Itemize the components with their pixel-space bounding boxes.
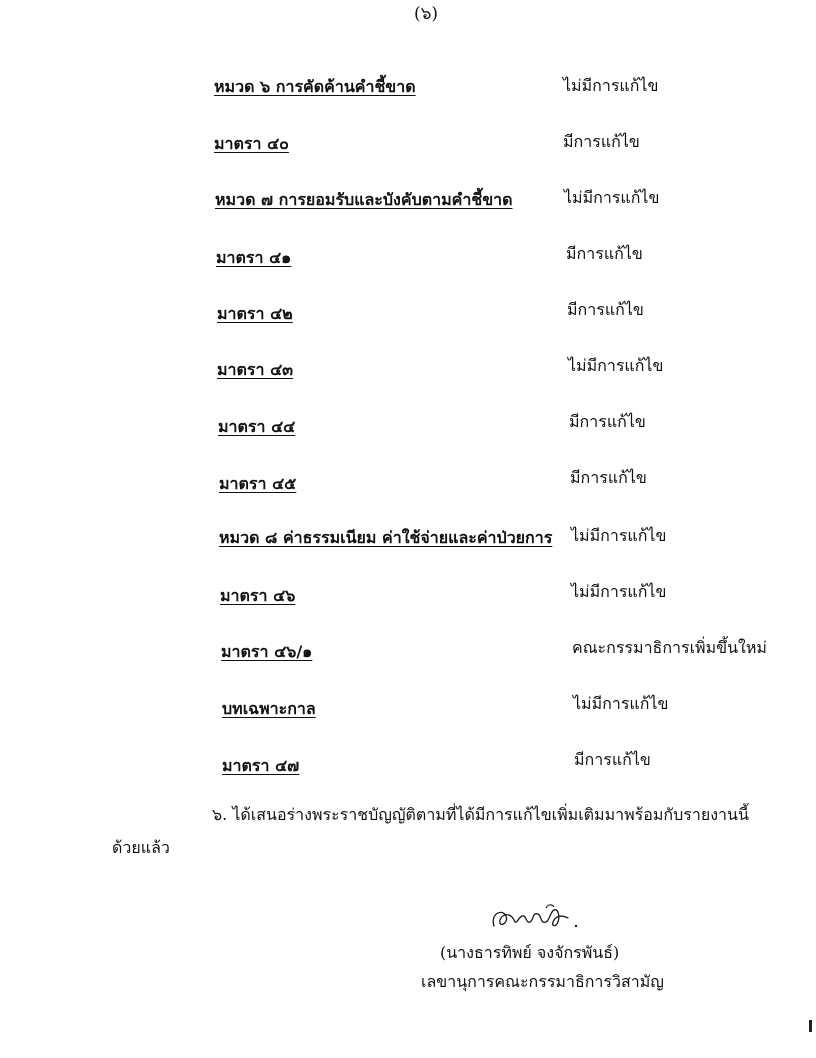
section-status: ไม่มีการแก้ไข: [571, 582, 667, 601]
section-status: มีการแก้ไข: [566, 244, 643, 263]
submission-paragraph-continuation: ด้วยแล้ว: [112, 838, 170, 857]
section-status: คณะกรรมาธิการเพิ่มขึ้นใหม่: [572, 638, 767, 657]
section-heading: มาตรา ๔๔: [218, 417, 296, 436]
section-heading: บทเฉพาะกาล: [222, 699, 316, 718]
section-heading: มาตรา ๔๖/๑: [221, 642, 313, 661]
section-status: มีการแก้ไข: [570, 468, 647, 487]
section-heading: หมวด ๗ การยอมรับและบังคับตามคำชี้ขาด: [215, 190, 513, 209]
page-number: (๖): [413, 4, 439, 24]
section-status: ไม่มีการแก้ไข: [564, 188, 660, 207]
section-status: ไม่มีการแก้ไข: [563, 76, 659, 95]
section-heading: มาตรา ๔๑: [216, 248, 292, 267]
section-heading: มาตรา ๔๕: [219, 474, 297, 493]
signer-name: (นางธารทิพย์ จงจักรพันธ์): [440, 943, 620, 962]
handwritten-signature: [488, 898, 588, 938]
section-heading: หมวด ๘ ค่าธรรมเนียม ค่าใช้จ่ายและค่าป่วยการ: [219, 528, 553, 547]
scan-edge-mark: [809, 1020, 812, 1032]
section-heading: มาตรา ๔๗: [222, 756, 300, 775]
section-status: ไม่มีการแก้ไข: [568, 356, 664, 375]
section-status: มีการแก้ไข: [569, 412, 646, 431]
submission-paragraph: ๖. ได้เสนอร่างพระราชบัญญัติตามที่ได้มีการแก้ไขเพิ่มเติมมาพร้อมกับรายงานนี้: [212, 805, 749, 824]
section-status: มีการแก้ไข: [563, 132, 640, 151]
section-status: ไม่มีการแก้ไข: [571, 526, 667, 545]
section-heading: มาตรา ๔๓: [217, 360, 294, 379]
section-status: มีการแก้ไข: [567, 300, 644, 319]
section-heading: มาตรา ๔๒: [217, 304, 293, 323]
section-heading: หมวด ๖ การคัดค้านคำชี้ขาด: [214, 77, 416, 96]
section-heading: มาตรา ๔๐: [214, 134, 289, 153]
section-status: ไม่มีการแก้ไข: [573, 694, 669, 713]
section-status: มีการแก้ไข: [574, 750, 651, 769]
signer-title: เลขานุการคณะกรรมาธิการวิสามัญ: [421, 972, 664, 991]
section-heading: มาตรา ๔๖: [220, 586, 296, 605]
